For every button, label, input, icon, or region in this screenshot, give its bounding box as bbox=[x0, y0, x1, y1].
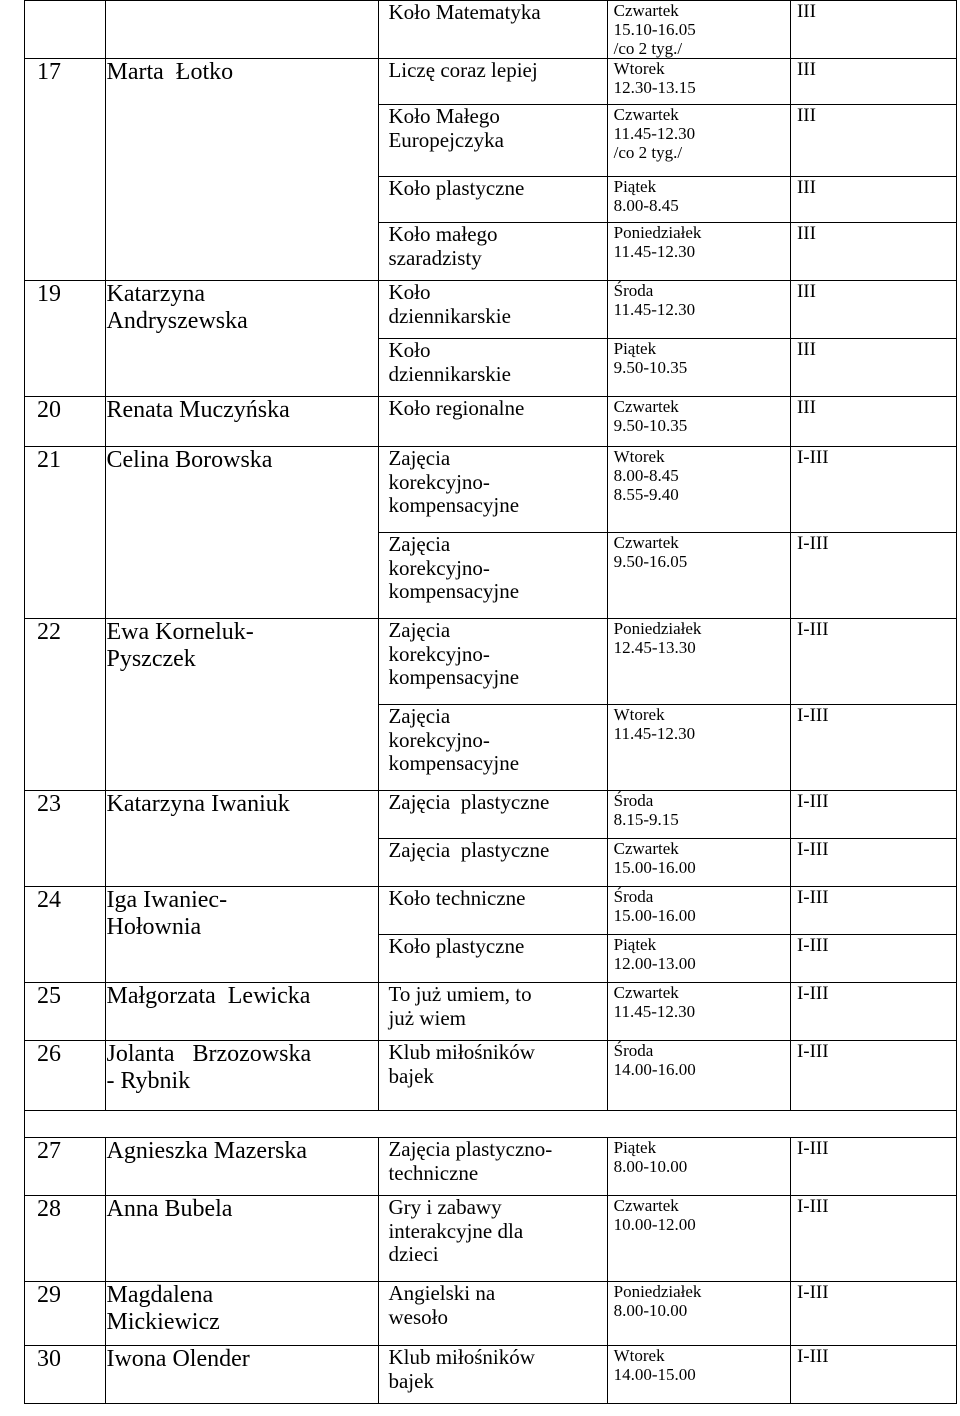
teacher-name: Iga Iwaniec- Hołownia bbox=[106, 887, 228, 940]
day-and-hours: Środa 11.45-12.30 bbox=[613, 281, 696, 320]
time-cell bbox=[607, 1041, 790, 1111]
class-range: III bbox=[796, 59, 816, 81]
activity-cell bbox=[379, 1041, 607, 1111]
teacher-name-cell bbox=[106, 619, 379, 791]
activity-cell bbox=[379, 397, 607, 447]
day-and-hours: Środa 14.00-16.00 bbox=[613, 1041, 696, 1080]
spacer-cell bbox=[25, 1111, 957, 1138]
time-cell bbox=[607, 887, 790, 935]
class-range: III bbox=[796, 281, 816, 303]
table-row bbox=[25, 887, 957, 935]
table-row bbox=[25, 1041, 957, 1111]
teacher-number: 21 bbox=[37, 447, 61, 474]
table-row bbox=[25, 1346, 957, 1404]
teacher-name-cell bbox=[106, 1282, 379, 1346]
time-cell bbox=[607, 705, 790, 791]
class-range: III bbox=[796, 177, 816, 199]
teacher-number-cell bbox=[25, 887, 106, 983]
time-cell bbox=[607, 791, 790, 839]
class-range: I-III bbox=[796, 533, 829, 555]
time-cell bbox=[607, 59, 790, 105]
teacher-number-cell bbox=[25, 1282, 106, 1346]
teacher-name-cell bbox=[106, 1138, 379, 1196]
activity-cell bbox=[379, 983, 607, 1041]
teacher-name: Katarzyna Iwaniuk bbox=[106, 791, 290, 818]
teacher-number: 19 bbox=[37, 281, 61, 308]
day-and-hours: Poniedziałek 11.45-12.30 bbox=[613, 223, 702, 262]
teacher-name-cell bbox=[106, 1041, 379, 1111]
teacher-number: 24 bbox=[37, 887, 61, 914]
teacher-name-cell bbox=[106, 1, 379, 59]
activity-cell bbox=[379, 791, 607, 839]
teacher-name-cell bbox=[106, 983, 379, 1041]
activity-cell bbox=[379, 281, 607, 339]
teacher-number: 22 bbox=[37, 619, 61, 646]
activity-cell bbox=[379, 447, 607, 533]
classes-cell bbox=[790, 105, 956, 177]
day-and-hours: Czwartek 9.50-16.05 bbox=[613, 533, 688, 572]
time-cell bbox=[607, 1138, 790, 1196]
day-and-hours: Środa 8.15-9.15 bbox=[613, 791, 679, 830]
time-cell bbox=[607, 1196, 790, 1282]
time-cell bbox=[607, 177, 790, 223]
schedule-table-body bbox=[25, 1, 957, 1404]
table-row bbox=[25, 59, 957, 105]
activity-cell bbox=[379, 105, 607, 177]
teacher-name: Anna Bubela bbox=[106, 1196, 233, 1223]
teacher-name: Magdalena Mickiewicz bbox=[106, 1282, 220, 1335]
classes-cell bbox=[790, 839, 956, 887]
time-cell bbox=[607, 619, 790, 705]
day-and-hours: Wtorek 11.45-12.30 bbox=[613, 705, 696, 744]
class-range: I-III bbox=[796, 1138, 829, 1160]
classes-cell bbox=[790, 533, 956, 619]
classes-cell bbox=[790, 1346, 956, 1404]
class-range: I-III bbox=[796, 983, 829, 1005]
time-cell bbox=[607, 223, 790, 281]
activity-name: Klub miłośników bajek bbox=[388, 1345, 535, 1393]
classes-cell bbox=[790, 223, 956, 281]
teacher-name-cell bbox=[106, 1346, 379, 1404]
teacher-name-cell bbox=[106, 1196, 379, 1282]
teacher-number: 17 bbox=[37, 59, 61, 86]
table-row bbox=[25, 447, 957, 533]
teacher-name-cell bbox=[106, 447, 379, 619]
time-cell bbox=[607, 339, 790, 397]
day-and-hours: Środa 15.00-16.00 bbox=[613, 887, 696, 926]
activity-cell bbox=[379, 935, 607, 983]
table-row bbox=[25, 791, 957, 839]
activity-name: Koło dziennikarskie bbox=[388, 280, 511, 328]
table-row bbox=[25, 983, 957, 1041]
table-row bbox=[25, 281, 957, 339]
class-range: I-III bbox=[796, 839, 829, 861]
teacher-name: Celina Borowska bbox=[106, 447, 273, 474]
activity-name: Koło Małego Europejczyka bbox=[388, 104, 504, 152]
class-range: III bbox=[796, 223, 816, 245]
table-spacer-row bbox=[25, 1111, 957, 1138]
day-and-hours: Czwartek 10.00-12.00 bbox=[613, 1196, 696, 1235]
classes-cell bbox=[790, 339, 956, 397]
table-row bbox=[25, 397, 957, 447]
day-and-hours: Czwartek 11.45-12.30 bbox=[613, 983, 696, 1022]
class-range: I-III bbox=[796, 1346, 829, 1368]
activity-cell bbox=[379, 1346, 607, 1404]
time-cell bbox=[607, 281, 790, 339]
activity-name: Zajęcia korekcyjno- kompensacyjne bbox=[388, 446, 520, 518]
teacher-number-cell bbox=[25, 619, 106, 791]
time-cell bbox=[607, 447, 790, 533]
time-cell bbox=[607, 397, 790, 447]
classes-cell bbox=[790, 1, 956, 59]
teacher-name-cell bbox=[106, 887, 379, 983]
activity-name: Zajęcia korekcyjno- kompensacyjne bbox=[388, 704, 520, 776]
day-and-hours: Piątek 8.00-10.00 bbox=[613, 1138, 688, 1177]
classes-cell bbox=[790, 791, 956, 839]
teacher-number: 20 bbox=[37, 397, 61, 424]
activity-name: Zajęcia plastyczno- techniczne bbox=[388, 1137, 553, 1185]
teacher-number: 27 bbox=[37, 1138, 61, 1165]
day-and-hours: Czwartek 15.10-16.05 /co 2 tyg./ bbox=[613, 1, 696, 59]
activity-cell bbox=[379, 223, 607, 281]
class-range: III bbox=[796, 339, 816, 361]
activity-cell bbox=[379, 1282, 607, 1346]
day-and-hours: Piątek 12.00-13.00 bbox=[613, 935, 696, 974]
activity-cell bbox=[379, 177, 607, 223]
classes-cell bbox=[790, 177, 956, 223]
activity-name: Koło plastyczne bbox=[388, 934, 525, 959]
classes-cell bbox=[790, 447, 956, 533]
activity-name: Zajęcia korekcyjno- kompensacyjne bbox=[388, 532, 520, 604]
activity-name: Zajęcia korekcyjno- kompensacyjne bbox=[388, 618, 520, 690]
class-range: I-III bbox=[796, 1282, 829, 1304]
classes-cell bbox=[790, 619, 956, 705]
teacher-name: Agnieszka Mazerska bbox=[106, 1138, 308, 1165]
teacher-number-cell bbox=[25, 1138, 106, 1196]
activity-name: Gry i zabawy interakcyjne dla dzieci bbox=[388, 1195, 524, 1267]
teacher-number-cell bbox=[25, 59, 106, 281]
teacher-number-cell bbox=[25, 1, 106, 59]
teacher-name: Marta Łotko bbox=[106, 59, 234, 86]
table-row bbox=[25, 1282, 957, 1346]
classes-cell bbox=[790, 281, 956, 339]
time-cell bbox=[607, 983, 790, 1041]
time-cell bbox=[607, 1, 790, 59]
teacher-name-cell bbox=[106, 281, 379, 397]
table-row bbox=[25, 1, 957, 59]
teacher-number-cell bbox=[25, 281, 106, 397]
teacher-number: 29 bbox=[37, 1282, 61, 1309]
teacher-number-cell bbox=[25, 1196, 106, 1282]
activity-cell bbox=[379, 1138, 607, 1196]
class-range: I-III bbox=[796, 447, 829, 469]
class-range: III bbox=[796, 1, 816, 22]
day-and-hours: Czwartek 11.45-12.30 /co 2 tyg./ bbox=[613, 105, 696, 163]
teacher-name: Jolanta Brzozowska - Rybnik bbox=[106, 1041, 312, 1094]
time-cell bbox=[607, 105, 790, 177]
teacher-name-cell bbox=[106, 397, 379, 447]
activity-cell bbox=[379, 619, 607, 705]
day-and-hours: Wtorek 8.00-8.45 8.55-9.40 bbox=[613, 447, 679, 505]
activity-cell bbox=[379, 339, 607, 397]
class-range: I-III bbox=[796, 935, 829, 957]
activity-cell bbox=[379, 59, 607, 105]
class-range: I-III bbox=[796, 1196, 829, 1218]
class-range: I-III bbox=[796, 1041, 829, 1063]
classes-cell bbox=[790, 705, 956, 791]
activity-name: Klub miłośników bajek bbox=[388, 1040, 535, 1088]
classes-cell bbox=[790, 59, 956, 105]
teacher-name-cell bbox=[106, 59, 379, 281]
day-and-hours: Piątek 8.00-8.45 bbox=[613, 177, 679, 216]
activity-name: Koło plastyczne bbox=[388, 176, 525, 201]
activity-name: Koło regionalne bbox=[388, 396, 525, 421]
activity-cell bbox=[379, 705, 607, 791]
class-range: I-III bbox=[796, 705, 829, 727]
teacher-number: 23 bbox=[37, 791, 61, 818]
teacher-number-cell bbox=[25, 983, 106, 1041]
day-and-hours: Czwartek 9.50-10.35 bbox=[613, 397, 688, 436]
activity-name: To już umiem, to już wiem bbox=[388, 982, 532, 1030]
teacher-number-cell bbox=[25, 1346, 106, 1404]
teacher-number-cell bbox=[25, 1041, 106, 1111]
day-and-hours: Poniedziałek 8.00-10.00 bbox=[613, 1282, 702, 1321]
activity-name: Koło małego szaradzisty bbox=[388, 222, 498, 270]
day-and-hours: Piątek 9.50-10.35 bbox=[613, 339, 688, 378]
teacher-number-cell bbox=[25, 447, 106, 619]
time-cell bbox=[607, 533, 790, 619]
activity-name: Liczę coraz lepiej bbox=[388, 58, 538, 83]
teacher-number-cell bbox=[25, 397, 106, 447]
activity-cell bbox=[379, 1, 607, 59]
activity-name: Angielski na wesoło bbox=[388, 1281, 496, 1329]
day-and-hours: Wtorek 12.30-13.15 bbox=[613, 59, 696, 98]
time-cell bbox=[607, 1346, 790, 1404]
time-cell bbox=[607, 1282, 790, 1346]
teacher-number: 30 bbox=[37, 1346, 61, 1373]
classes-cell bbox=[790, 935, 956, 983]
class-range: III bbox=[796, 397, 816, 419]
activity-name: Koło dziennikarskie bbox=[388, 338, 511, 386]
activity-cell bbox=[379, 1196, 607, 1282]
teacher-number: 28 bbox=[37, 1196, 61, 1223]
teacher-name-cell bbox=[106, 791, 379, 887]
teacher-number: 26 bbox=[37, 1041, 61, 1068]
classes-cell bbox=[790, 397, 956, 447]
teacher-number-cell bbox=[25, 791, 106, 887]
teacher-number: 25 bbox=[37, 983, 61, 1010]
activity-cell bbox=[379, 839, 607, 887]
time-cell bbox=[607, 839, 790, 887]
teacher-name: Katarzyna Andryszewska bbox=[106, 281, 248, 334]
teacher-name: Iwona Olender bbox=[106, 1346, 250, 1373]
activity-name: Zajęcia plastyczne bbox=[388, 838, 550, 863]
teacher-name: Ewa Korneluk- Pyszczek bbox=[106, 619, 254, 672]
teacher-name: Renata Muczyńska bbox=[106, 397, 290, 424]
class-range: I-III bbox=[796, 887, 829, 909]
classes-cell bbox=[790, 1138, 956, 1196]
classes-cell bbox=[790, 983, 956, 1041]
day-and-hours: Wtorek 14.00-15.00 bbox=[613, 1346, 696, 1385]
table-row bbox=[25, 1138, 957, 1196]
table-row bbox=[25, 1196, 957, 1282]
activity-cell bbox=[379, 533, 607, 619]
activity-cell bbox=[379, 887, 607, 935]
table-row bbox=[25, 619, 957, 705]
class-range: I-III bbox=[796, 791, 829, 813]
class-range: III bbox=[796, 105, 816, 127]
class-range: I-III bbox=[796, 619, 829, 641]
day-and-hours: Czwartek 15.00-16.00 bbox=[613, 839, 696, 878]
classes-cell bbox=[790, 1282, 956, 1346]
schedule-table bbox=[24, 0, 957, 1404]
classes-cell bbox=[790, 1196, 956, 1282]
activity-name: Koło techniczne bbox=[388, 886, 526, 911]
classes-cell bbox=[790, 887, 956, 935]
activity-name: Zajęcia plastyczne bbox=[388, 790, 550, 815]
teacher-name: Małgorzata Lewicka bbox=[106, 983, 311, 1010]
time-cell bbox=[607, 935, 790, 983]
classes-cell bbox=[790, 1041, 956, 1111]
activity-name: Koło Matematyka bbox=[388, 0, 541, 24]
day-and-hours: Poniedziałek 12.45-13.30 bbox=[613, 619, 702, 658]
